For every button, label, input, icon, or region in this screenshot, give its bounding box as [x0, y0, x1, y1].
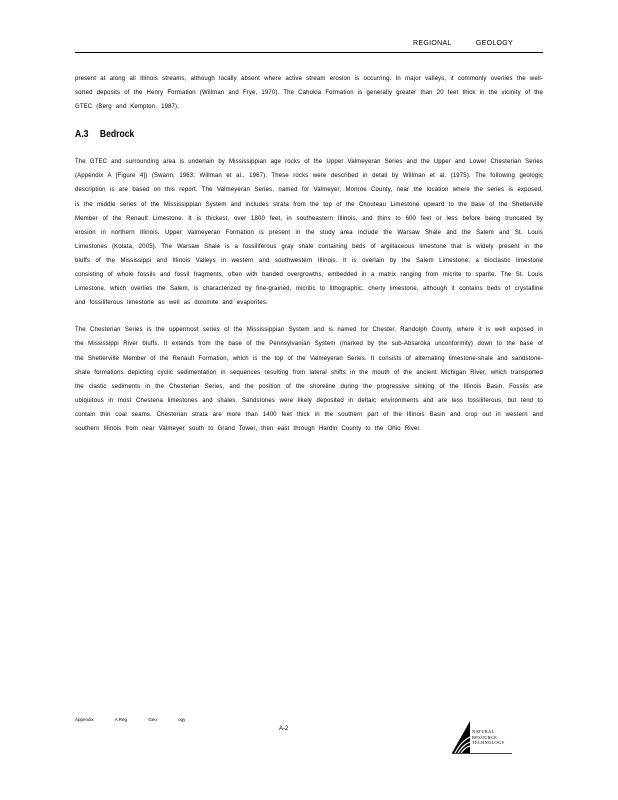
footer-part: A Reg — [114, 717, 128, 722]
footer-part: Geo — [148, 717, 157, 722]
logo-wordmark — [472, 729, 505, 746]
logo-line: NATURAL — [472, 729, 495, 734]
footer-document-id — [75, 717, 205, 722]
section-heading — [75, 128, 459, 140]
running-header — [413, 40, 513, 47]
intro-paragraph: present at along all Illinois streams, although locally absent where active stream erosion is occurring. In major valleys, it commonly overlies the well-sorted deposits of the Henry Formation (Willman and Frye, 1970). The Cahokia Formation is generally greater than 20 feet thick in the vicinity of the GTEC (Berg and Kempton, 1987). — [75, 76, 543, 111]
page-number: A-2 — [279, 726, 289, 732]
footer-part: ogy — [178, 717, 186, 722]
header-rule — [75, 52, 543, 53]
section-title: Bedrock — [99, 128, 135, 141]
logo-line: TECHNOLOGY — [472, 740, 505, 745]
paragraph-chesterian: The Chesterian Series is the uppermost series of the Mississippian System and is named for Chester, Randolph County, where it is well exposed in the Mississippi River bluffs. It extends from the base of the Pennsylvanian System (marked by the sub-Absaroka unconformity) down to the base of the Shetlerville Member of the Renault Formation, which is the top of the Valmeyeran Series. It consists of alternating limestone-shale and sandstone-shale formations depicting cyclic sedimentation in sequences resulting from lateral shifts in the mouth of the ancient Michigan River, which transported the clastic sediments in the Chesterian Series, and the position of the shoreline during the progressive sinking of the Illinois Basin. Fossils are ubiquitous in most Chesteria limestones and shales. Sandstones were likely deposited in deltaic environments and are less fossiliferous, but tend to contain thin coal seams. Chesterian strata are more than 1400 feet thick in the southern part of the Illinois Basin and crop out in western and southern Illinois from near Valmeyer south to Grand Tower, then east through Hardin County to the Ohio River. — [75, 327, 543, 432]
company-logo — [450, 720, 514, 756]
header-regional: REGIONAL — [413, 40, 452, 47]
logo-line: RESOURCE — [472, 734, 498, 740]
paragraph-valmeyeran: The GTEC and surrounding area is underlain by Mississippian age rocks of the Upper Valmeyeran Series and the Upper and Lower Chesterian Series (Appendix A [Figure 4]) (Swann, 1963; Willman et al., 1967). These rocks were described in detail by Willman et al. (1975). The following geologic description is are based on this report. The Valmeyeran Series, named for Valmeyer, Monroe County, near the location where the series is exposed, is the middle series of the Mississippian System and includes strata from the top of the Chouteau Limestone upward to the base of the Shetlerville Member of the Renault Limestone. It is thickest, over 1800 feet, in southeastern Illinois, and thins to 600 feet or less before being truncated by erosion in northern Illinois. Upper Valmeyeran Formation is present in the study area include the Warsaw Shale and the Salem and St. Louis Limestones (Kolata, 2005). The Warsaw Shale is a fossiliferous gray shale containing beds of argillaceous limestone that is widely present in the bluffs of the Mississippi and Illinois Valleys in western and southwestern Illinois. It is overlain by the Salem Limestone, a bioclastic limestone consisting of whole fossils and fossil fragments, often with banded overgrowths, embedded in a matrix ranging from micrite to sparite. The St. Louis Limestone, which overlies the Salem, is characterized by fine-grained, micritic to lithographic, cherty limestone, although it contains beds of crystalline and fossiliferous limestone as well as dolomite and evaporites. — [75, 159, 543, 307]
section-number: A.3 — [75, 128, 89, 141]
document-body — [75, 72, 543, 436]
footer-part: Appendix — [75, 717, 94, 722]
header-geology: GEOLOGY — [475, 40, 513, 47]
